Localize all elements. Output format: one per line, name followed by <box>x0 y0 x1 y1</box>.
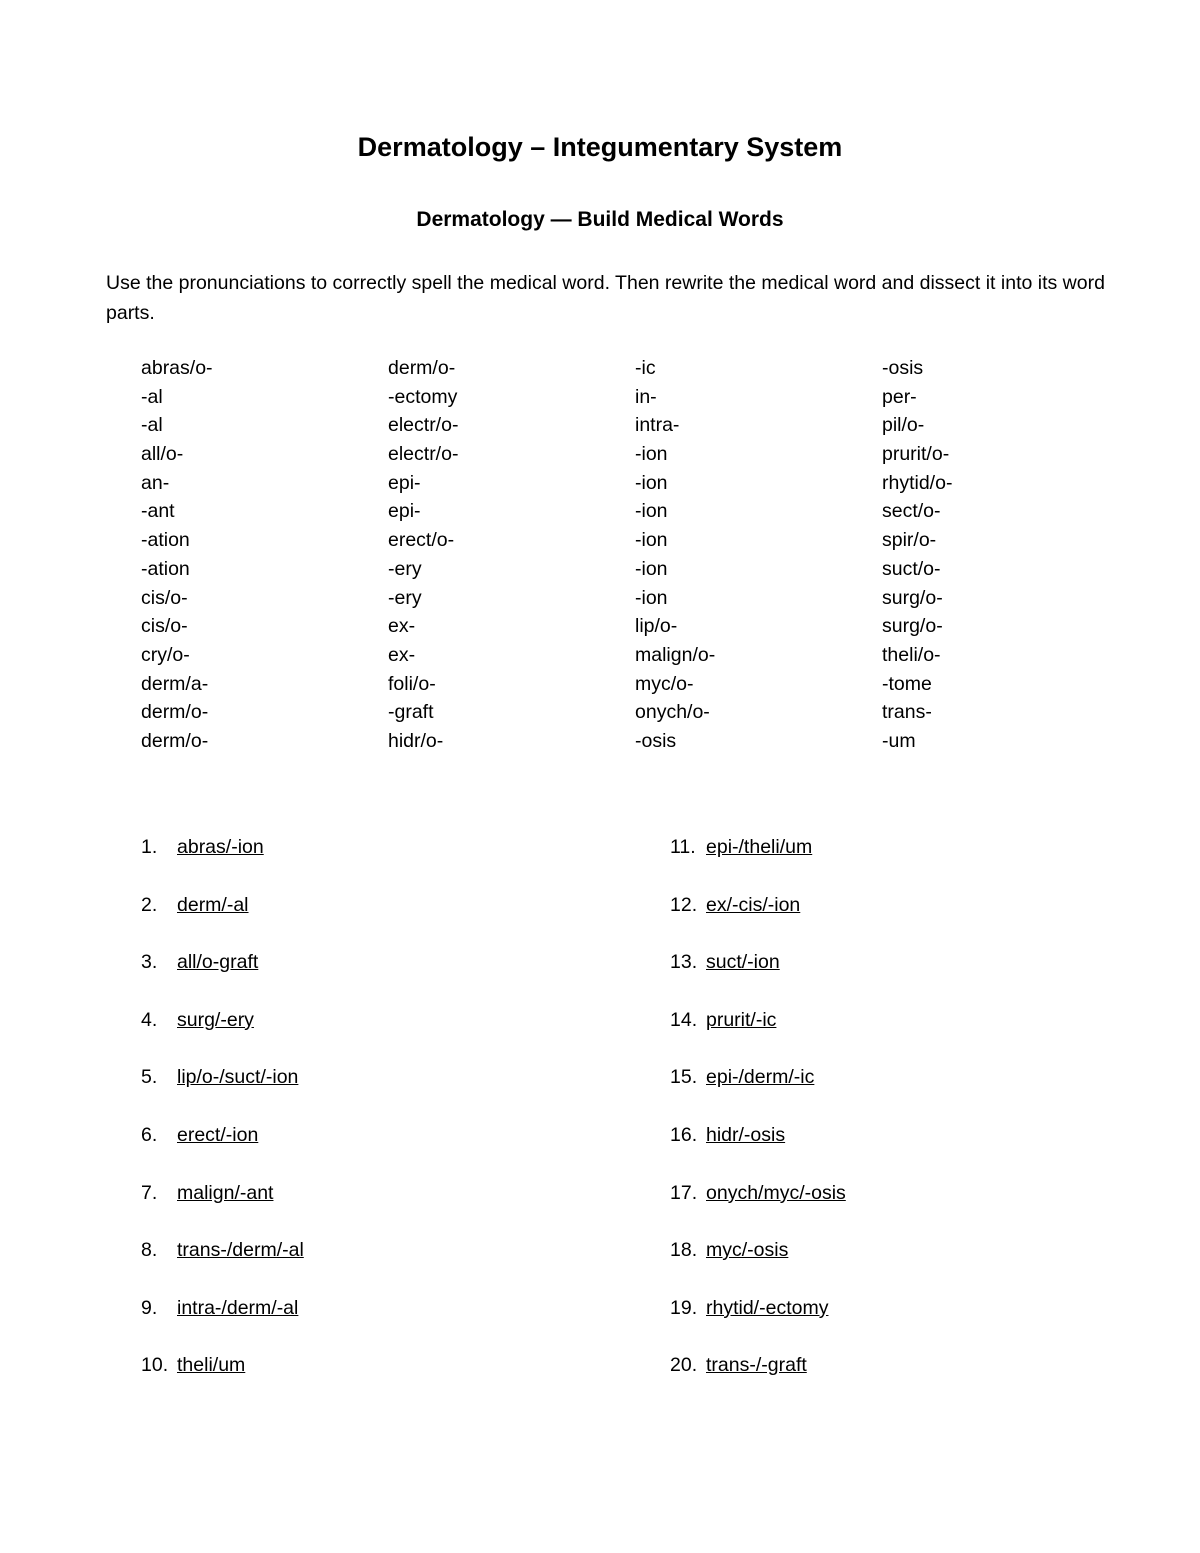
answer-item <box>141 1120 601 1178</box>
answer-text: derm/-al <box>177 893 249 916</box>
word-part: -osis <box>882 357 924 379</box>
answers-left-column <box>141 832 601 1408</box>
word-part: lip/o- <box>635 615 678 638</box>
answer-text: abras/-ion <box>177 836 264 858</box>
word-part: -osis <box>635 729 677 752</box>
word-part: foli/o- <box>388 672 436 695</box>
answer-item <box>670 1178 1130 1236</box>
answer-number: 17. <box>670 1181 698 1204</box>
answer-number: 20. <box>670 1354 698 1377</box>
word-part: all/o- <box>141 443 184 466</box>
word-part: intra- <box>635 414 680 437</box>
word-part: surg/o- <box>882 615 943 638</box>
word-part: in- <box>635 385 657 408</box>
answer-item <box>141 1005 601 1063</box>
word-parts-column-2 <box>388 354 618 756</box>
answer-number: 9. <box>141 1296 158 1319</box>
word-part: -ic <box>635 357 656 379</box>
word-part: surg/o- <box>882 586 943 609</box>
answer-text: hidr/-osis <box>706 1123 786 1146</box>
answer-item <box>141 832 601 890</box>
answer-item <box>141 1178 601 1236</box>
answer-item <box>670 1120 1130 1178</box>
word-parts-column-4 <box>882 354 1112 756</box>
answer-text: surg/-ery <box>177 1008 254 1031</box>
word-part: abras/o- <box>141 357 213 379</box>
page-title: Dermatology – Integumentary System <box>357 132 843 162</box>
answer-text: malign/-ant <box>177 1181 274 1204</box>
answer-number: 19. <box>670 1296 698 1319</box>
word-part: electr/o- <box>388 414 459 437</box>
word-part: per- <box>882 385 917 408</box>
word-part: epi- <box>388 500 421 523</box>
word-part: -ion <box>635 586 668 609</box>
word-part: -tome <box>882 672 932 695</box>
answer-text: intra-/derm/-al <box>177 1296 299 1319</box>
word-part: -al <box>141 414 163 437</box>
word-part: -graft <box>388 701 434 724</box>
answer-text: all/o-graft <box>177 951 259 974</box>
word-part: ex- <box>388 643 416 666</box>
word-part: -ery <box>388 586 422 609</box>
answer-number: 5. <box>141 1066 158 1089</box>
answer-item <box>670 947 1130 1005</box>
answer-number: 16. <box>670 1123 698 1146</box>
answer-number: 15. <box>670 1066 698 1089</box>
word-part: trans- <box>882 701 932 724</box>
answer-item <box>670 890 1130 948</box>
word-part: -ation <box>141 529 190 552</box>
instructions-text: Use the pronunciations to correctly spell the medical word. Then rewrite the medical word and dissect it into its word parts. <box>106 272 1105 324</box>
answer-number: 3. <box>141 951 158 974</box>
answer-text: trans-/-graft <box>706 1354 807 1377</box>
word-part: -al <box>141 385 163 408</box>
answer-item <box>670 1293 1130 1351</box>
word-part: malign/o- <box>635 643 716 666</box>
word-parts-column-3 <box>635 354 865 756</box>
answer-item <box>670 1062 1130 1120</box>
word-part: derm/o- <box>141 729 209 752</box>
answer-item <box>670 1350 1130 1408</box>
answer-item <box>141 947 601 1005</box>
word-part: erect/o- <box>388 529 455 552</box>
answer-item <box>141 1062 601 1120</box>
answer-number: 13. <box>670 951 698 974</box>
word-part: -ectomy <box>388 385 458 408</box>
answer-item <box>141 1350 601 1408</box>
word-part: myc/o- <box>635 672 694 695</box>
word-part: -ation <box>141 557 190 580</box>
answer-item <box>141 1293 601 1351</box>
word-part: prurit/o- <box>882 443 950 466</box>
word-part: -ion <box>635 529 668 552</box>
answer-text: trans-/derm/-al <box>177 1239 304 1262</box>
word-part: derm/a- <box>141 672 209 695</box>
answer-number: 2. <box>141 893 158 916</box>
word-part: spir/o- <box>882 529 937 552</box>
word-part: epi- <box>388 471 421 494</box>
answer-number: 10. <box>141 1354 169 1377</box>
word-part: cis/o- <box>141 615 188 638</box>
answer-item <box>141 1235 601 1293</box>
word-part: -ion <box>635 443 668 466</box>
answer-text: ex/-cis/-ion <box>706 893 801 916</box>
word-part: cis/o- <box>141 586 188 609</box>
answer-text: onych/myc/-osis <box>706 1181 846 1204</box>
word-part: derm/o- <box>141 701 209 724</box>
answer-item <box>141 890 601 948</box>
word-part: -ant <box>141 500 175 523</box>
answer-text: epi-/derm/-ic <box>706 1066 815 1089</box>
answer-item <box>670 1005 1130 1063</box>
answer-number: 14. <box>670 1008 698 1031</box>
word-part: -ion <box>635 500 668 523</box>
word-part: -ion <box>635 557 668 580</box>
answer-text: lip/o-/suct/-ion <box>177 1066 299 1089</box>
answer-number: 12. <box>670 893 698 916</box>
word-part: -ery <box>388 557 422 580</box>
word-part: onych/o- <box>635 701 710 724</box>
answer-number: 11. <box>670 836 696 858</box>
answer-text: suct/-ion <box>706 951 780 974</box>
answer-number: 8. <box>141 1239 158 1262</box>
word-part: hidr/o- <box>388 729 444 752</box>
page-subtitle: Dermatology — Build Medical Words <box>416 208 784 231</box>
answer-text: theli/um <box>177 1354 246 1377</box>
word-part: suct/o- <box>882 557 941 580</box>
word-part: derm/o- <box>388 357 456 379</box>
word-part: theli/o- <box>882 643 941 666</box>
word-part: sect/o- <box>882 500 941 523</box>
answer-text: erect/-ion <box>177 1123 259 1146</box>
word-parts-column-1 <box>141 354 371 756</box>
word-part: pil/o- <box>882 414 925 437</box>
answer-item <box>670 1235 1130 1293</box>
answer-item <box>670 832 1130 890</box>
word-part: electr/o- <box>388 443 459 466</box>
answer-number: 1. <box>141 836 158 858</box>
word-part: ex- <box>388 615 416 638</box>
answer-text: myc/-osis <box>706 1239 789 1262</box>
word-part: -um <box>882 729 916 752</box>
answer-text: rhytid/-ectomy <box>706 1296 829 1319</box>
word-part: rhytid/o- <box>882 471 953 494</box>
answer-number: 7. <box>141 1181 158 1204</box>
word-part: an- <box>141 471 170 494</box>
answer-number: 18. <box>670 1239 698 1262</box>
word-part: cry/o- <box>141 643 190 666</box>
answer-text: prurit/-ic <box>706 1008 777 1031</box>
answer-text: epi-/theli/um <box>706 836 813 858</box>
answers-right-column <box>670 832 1130 1408</box>
word-part: -ion <box>635 471 668 494</box>
answer-number: 4. <box>141 1008 158 1031</box>
answer-number: 6. <box>141 1123 158 1146</box>
